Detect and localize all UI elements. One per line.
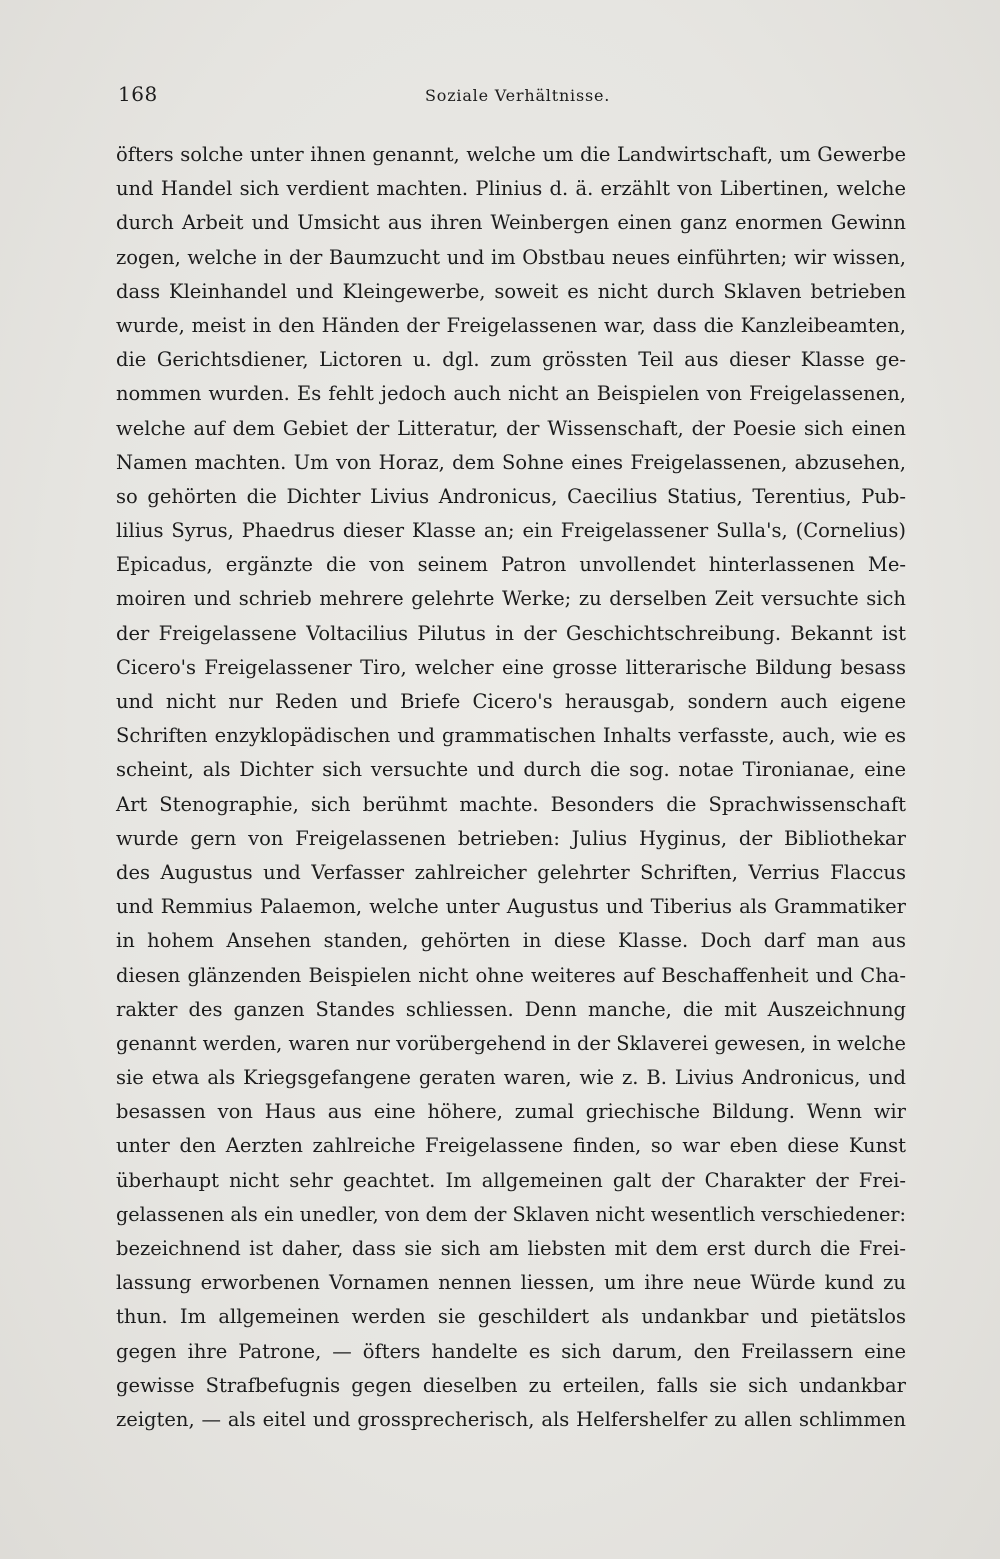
text-line: lassung erworbenen Vornamen nennen liessen, um ihre neue Würde kund zu xyxy=(116,1271,906,1295)
text-line: wurde, meist in den Händen der Freigelassenen war, dass die Kanzleibeamten, xyxy=(116,313,906,337)
text-line: bezeichnend ist daher, dass sie sich am liebsten mit dem erst durch die Frei- xyxy=(116,1237,906,1260)
text-line: und nicht nur Reden und Briefe Cicero's herausgab, sondern auch eigene xyxy=(116,690,906,713)
text-line: und Remmius Palaemon, welche unter Augustus und Tiberius als Grammatiker xyxy=(116,895,906,919)
text-line: unter den Aerzten zahlreiche Freigelassene finden, so war eben diese Kunst xyxy=(116,1134,906,1158)
page-number: 168 xyxy=(118,82,158,106)
text-line: moiren und schrieb mehrere gelehrte Werke; zu derselben Zeit versuchte sich xyxy=(116,587,906,611)
text-line: öfters solche unter ihnen genannt, welche um die Landwirtschaft, um Gewerbe xyxy=(116,143,906,166)
text-line: thun. Im allgemeinen werden sie geschildert als undankbar und pietätslos xyxy=(116,1305,906,1329)
text-line: dass Kleinhandel und Kleingewerbe, soweit es nicht durch Sklaven betrieben xyxy=(116,279,906,303)
text-line: gelassenen als ein unedler, von dem der Sklaven nicht wesentlich verschiedener: xyxy=(116,1202,906,1226)
text-line: lilius Syrus, Phaedrus dieser Klasse an; ein Freigelassener Sulla's, (Cornelius) xyxy=(116,519,906,543)
text-line: wurde gern von Freigelassenen betrieben: Julius Hyginus, der Bibliothekar xyxy=(116,826,906,850)
text-line: Namen machten. Um von Horaz, dem Sohne eines Freigelassenen, abzusehen, xyxy=(116,450,906,474)
body-text xyxy=(116,138,906,1437)
text-line: überhaupt nicht sehr geachtet. Im allgemeinen galt der Charakter der Frei- xyxy=(116,1168,906,1192)
text-line: gegen ihre Patrone, — öfters handelte es sich darum, den Freilassern eine xyxy=(116,1339,906,1363)
running-title: Soziale Verhältnisse. xyxy=(425,86,611,105)
text-line: Art Stenographie, sich berühmt machte. Besonders die Sprachwissenschaft xyxy=(116,792,906,816)
text-line: zeigten, — als eitel und grossprecherisch, als Helfershelfer zu allen schlimmen xyxy=(116,1407,906,1431)
text-line: gewisse Strafbefugnis gegen dieselben zu erteilen, falls sie sich undankbar xyxy=(116,1373,906,1397)
text-line: Cicero's Freigelassener Tiro, welcher eine grosse litterarische Bildung besass xyxy=(116,655,906,679)
text-line: diesen glänzenden Beispielen nicht ohne weiteres auf Beschaffenheit und Cha- xyxy=(116,963,906,987)
text-line: welche auf dem Gebiet der Litteratur, der Wissenschaft, der Poesie sich einen xyxy=(116,416,906,440)
text-line: sie etwa als Kriegsgefangene geraten waren, wie z. B. Livius Andronicus, und xyxy=(116,1066,906,1090)
text-line: die Gerichtsdiener, Lictoren u. dgl. zum grössten Teil aus dieser Klasse ge- xyxy=(116,348,906,372)
text-line: durch Arbeit und Umsicht aus ihren Weinbergen einen ganz enormen Gewinn xyxy=(116,211,906,235)
text-line: in hohem Ansehen standen, gehörten in diese Klasse. Doch darf man aus xyxy=(116,929,906,953)
text-line: genannt werden, waren nur vorübergehend in der Sklaverei gewesen, in welche xyxy=(116,1031,906,1055)
text-line: der Freigelassene Voltacilius Pilutus in der Geschichtschreibung. Bekannt ist xyxy=(116,621,906,645)
text-line: besassen von Haus aus eine höhere, zumal griechische Bildung. Wenn wir xyxy=(116,1100,906,1124)
page-header xyxy=(118,82,908,112)
text-line: scheint, als Dichter sich versuchte und durch die sog. notae Tironianae, eine xyxy=(116,758,906,782)
text-line: Epicadus, ergänzte die von seinem Patron unvollendet hinterlassenen Me- xyxy=(116,553,906,577)
text-line: des Augustus und Verfasser zahlreicher gelehrter Schriften, Verrius Flaccus xyxy=(116,860,906,884)
text-line: Schriften enzyklopädischen und grammatischen Inhalts verfasste, auch, wie es xyxy=(116,724,906,748)
text-line: nommen wurden. Es fehlt jedoch auch nicht an Beispielen von Freigelassenen, xyxy=(116,382,906,406)
text-line: so gehörten die Dichter Livius Andronicus, Caecilius Statius, Terentius, Pub- xyxy=(116,484,906,508)
text-line: zogen, welche in der Baumzucht und im Obstbau neues einführten; wir wissen, xyxy=(116,245,906,269)
text-line: rakter des ganzen Standes schliessen. Denn manche, die mit Auszeichnung xyxy=(116,997,906,1021)
text-line: und Handel sich verdient machten. Plinius d. ä. erzählt von Libertinen, welche xyxy=(116,177,906,201)
